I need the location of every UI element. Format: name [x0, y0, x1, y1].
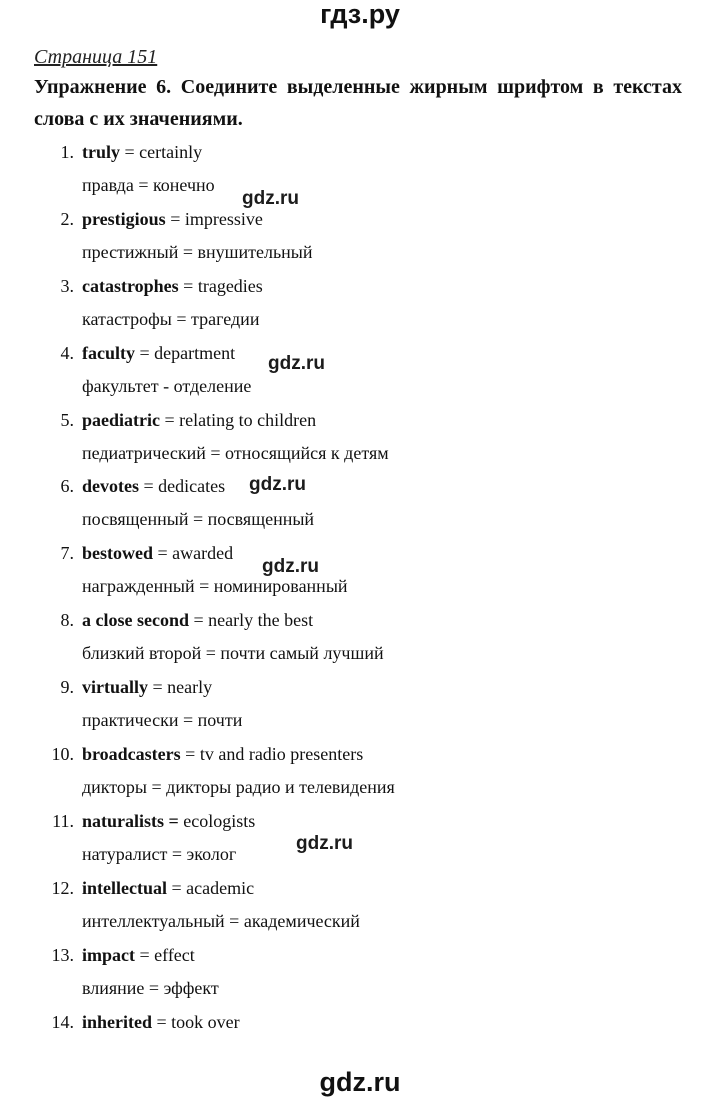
item-word: a close second: [82, 610, 189, 631]
item-word: prestigious: [82, 208, 166, 229]
item-meaning: awarded: [172, 543, 234, 564]
item-word: truly: [82, 142, 120, 162]
item-number: 4.: [60, 342, 74, 363]
item-number: 1.: [60, 142, 74, 162]
item-translation: катастрофы = трагедии: [82, 308, 260, 329]
item-english: [82, 741, 363, 767]
item-separator: =: [135, 342, 155, 363]
item-english: [82, 942, 195, 968]
item-separator: =: [166, 877, 187, 898]
item-english: [82, 340, 235, 366]
item-english: [82, 206, 263, 232]
item-english: [82, 674, 212, 700]
item-separator: =: [189, 610, 209, 631]
item-translation: престижный = внушительный: [82, 241, 313, 262]
watermark: gdz.ru: [249, 474, 306, 495]
item-number: 14.: [51, 1011, 74, 1032]
item-word: devotes: [82, 476, 139, 497]
list-item: [0, 1009, 720, 1076]
item-separator: =: [148, 677, 168, 698]
item-number: 9.: [60, 677, 74, 698]
item-separator: =: [160, 409, 180, 430]
item-meaning: relating to children: [179, 409, 317, 430]
item-separator: =: [165, 208, 185, 229]
item-separator: =: [135, 944, 155, 965]
item-word: inherited: [82, 1011, 152, 1032]
item-translation: интеллектуальный = академический: [82, 910, 360, 931]
list-item: [0, 808, 720, 875]
item-number: 7.: [60, 543, 74, 564]
task-title: Упражнение 6. Соедините выделенные жирным шрифтом в текстах слова с их значениями.: [34, 76, 682, 130]
item-meaning: nearly: [167, 677, 213, 698]
item-word: impact: [82, 944, 135, 965]
item-english: [82, 473, 225, 499]
item-translation: натуралист = эколог: [82, 843, 237, 864]
item-english: [82, 808, 255, 834]
list-item: [0, 942, 720, 1009]
item-english: [82, 273, 263, 299]
item-separator: =: [120, 142, 140, 162]
watermark: gdz.ru: [296, 833, 353, 854]
item-meaning: took over: [171, 1011, 240, 1032]
item-number: 6.: [60, 476, 74, 497]
page-label: Страница 151: [34, 46, 158, 68]
watermark: gdz.ru: [268, 353, 325, 374]
item-meaning: ecologists: [183, 810, 256, 831]
list-item: [0, 741, 720, 808]
item-translation: факультет - отделение: [82, 375, 252, 396]
item-meaning: dedicates: [158, 476, 226, 497]
item-translation: влияние = эффект: [82, 977, 219, 998]
item-word: bestowed: [82, 543, 153, 564]
item-number: 13.: [51, 944, 74, 965]
item-meaning: department: [154, 342, 236, 363]
item-translation: практически = почти: [82, 710, 243, 731]
item-meaning: nearly the best: [208, 610, 314, 631]
list-item: [0, 607, 720, 674]
item-translation: близкий второй = почти самый лучший: [82, 643, 384, 664]
item-word: catastrophes: [82, 275, 179, 296]
item-english: [82, 540, 233, 566]
item-meaning: impressive: [184, 208, 263, 229]
item-translation: награжденный = номинированный: [82, 576, 348, 597]
list-item: [0, 206, 720, 273]
item-separator: =: [139, 476, 159, 497]
list-item: [0, 407, 720, 474]
item-translation: дикторы = дикторы радио и телевидения: [82, 777, 395, 798]
item-translation: правда = конечно: [82, 175, 215, 195]
watermark: gdz.ru: [262, 556, 319, 577]
item-separator: =: [180, 744, 200, 765]
item-separator: =: [178, 275, 198, 296]
list-item: [0, 473, 720, 540]
list-item: [0, 273, 720, 340]
item-english: [82, 607, 313, 633]
item-separator: =: [153, 543, 173, 564]
item-english: [82, 407, 316, 433]
item-number: 3.: [60, 275, 74, 296]
item-word: broadcasters: [82, 744, 181, 765]
site-header: гдз.ру: [320, 0, 400, 29]
watermark: gdz.ru: [242, 188, 299, 209]
item-word: paediatric: [82, 409, 160, 430]
item-english: [82, 875, 254, 901]
item-number: 2.: [60, 208, 74, 229]
list-item: [0, 674, 720, 741]
item-word: faculty: [82, 342, 135, 363]
item-translation: посвященный = посвященный: [82, 509, 315, 530]
list-item: [0, 540, 720, 607]
item-meaning: academic: [186, 877, 255, 898]
item-translation: педиатрический = относящийся к детям: [82, 442, 389, 463]
item-meaning: tragedies: [197, 275, 263, 296]
list-item: [0, 139, 720, 206]
item-word: intellectual: [82, 877, 167, 898]
item-meaning: effect: [154, 944, 195, 965]
item-number: 12.: [51, 877, 74, 898]
item-word: naturalists =: [82, 810, 179, 831]
item-english: [82, 139, 202, 165]
item-meaning: tv and radio presenters: [199, 744, 364, 765]
item-separator: =: [152, 1011, 172, 1032]
item-word: virtually: [82, 677, 148, 698]
item-number: 8.: [60, 610, 74, 631]
item-number: 10.: [51, 744, 74, 765]
item-number: 11.: [52, 810, 74, 831]
list-item: [0, 875, 720, 942]
item-english: [82, 1009, 240, 1035]
site-footer: gdz.ru: [319, 1067, 401, 1097]
answer-list: [0, 139, 720, 1075]
item-meaning: certainly: [139, 142, 203, 162]
list-item: [0, 340, 720, 407]
item-number: 5.: [60, 409, 74, 430]
